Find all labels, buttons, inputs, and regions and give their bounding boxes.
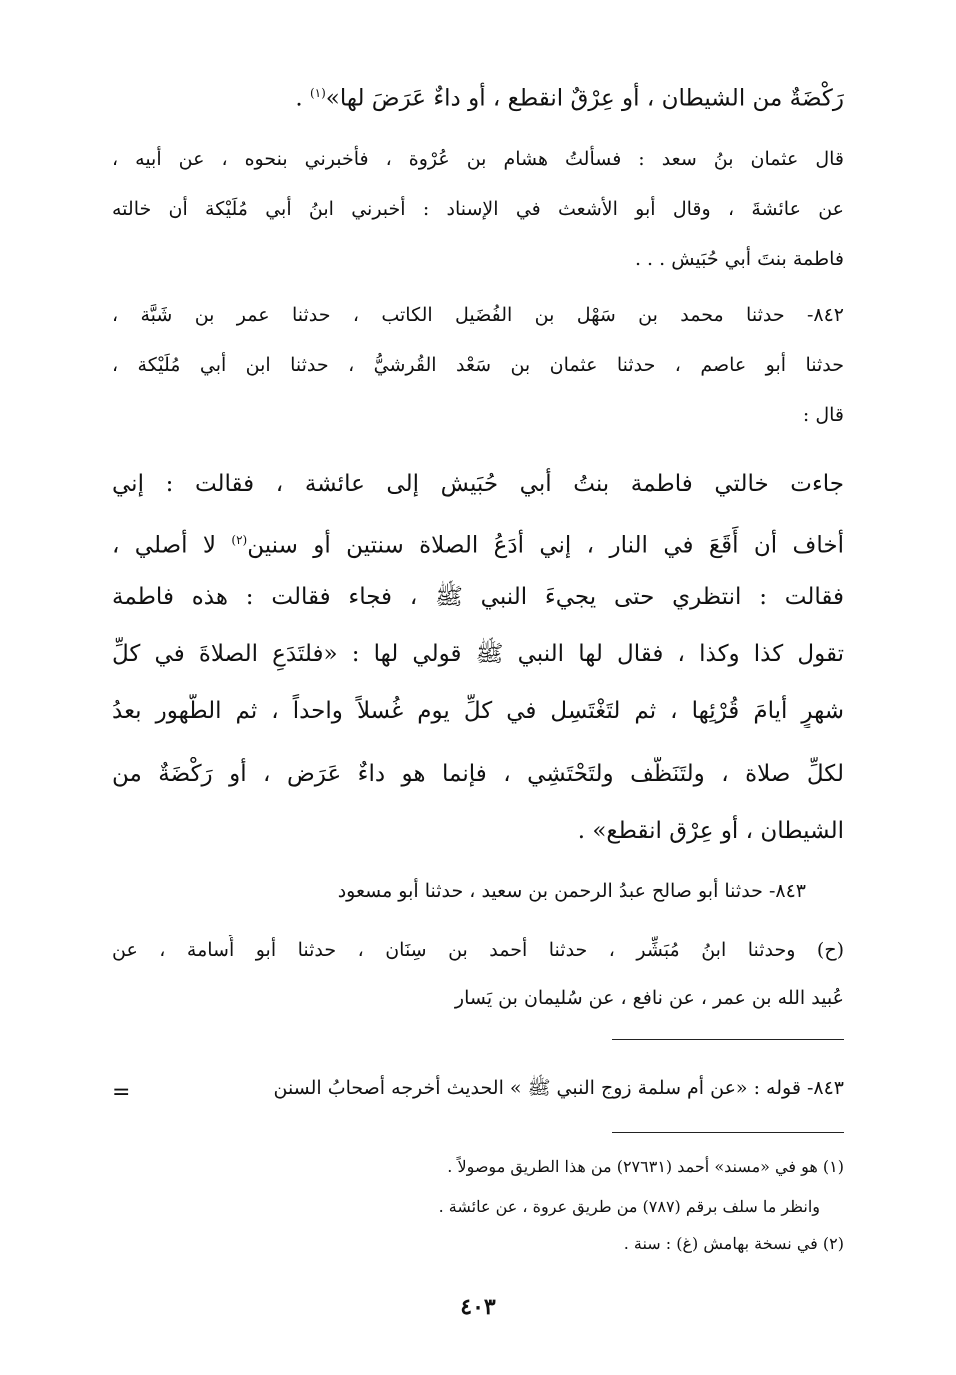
footnote-separator bbox=[612, 1132, 844, 1133]
text-line: قال : bbox=[802, 404, 844, 426]
commentary-line: ٨٤٣- قوله : «عن أم سلمة زوج النبي ﷺ » الحديث أخرجه أصحابُ السنن bbox=[273, 1077, 844, 1099]
text-line: لكلِّ صلاة ، ولتَنَظَّف ولتَحْتَشِي ، فإنما هو داءٌ عَرَض ، أو رَكْضَةٌ من bbox=[112, 761, 844, 787]
text-line: ٨٤٢- حدثنا محمد بن سَهْل بن الفُضَيل الكاتب ، حدثنا عمر بن شَبَّة ، bbox=[112, 304, 844, 326]
text-line: (ح) وحدثنا ابنُ مُبَشِّر ، حدثنا أحمد بن سِنَان ، حدثنا أبو أُسامة ، عن bbox=[112, 939, 844, 961]
text-line bbox=[112, 523, 844, 563]
text-segment: . bbox=[295, 85, 310, 112]
text-line: حدثنا أبو عاصم ، حدثنا عثمان بن سَعْد القُرشيُّ ، حدثنا ابن أبي مُلَيْكة ، bbox=[112, 354, 844, 376]
separator-rule bbox=[612, 1039, 844, 1040]
text-segment: أخاف أن أَقَعَ في النار ، إني أدَعُ الصلاة سنتين أو سنين bbox=[247, 532, 844, 559]
footnote-line: (١) هو في «مسند» أحمد (٢٧٦٣١) من هذا الطريق موصولاً . bbox=[447, 1157, 844, 1176]
text-line: تقول كذا وكذا ، فقال لها النبي ﷺ قولي لها : «فلتَدَعِ الصلاةَ في كلِّ bbox=[112, 641, 844, 667]
text-line: ٨٤٣- حدثنا أبو صالح عبدُ الرحمن بن سعيد ، حدثنا أبو مسعود bbox=[337, 880, 806, 902]
text-segment: رَكْضَةٌ من الشيطان ، أو عِرْقٌ انقطع ، أو داءٌ عَرَضَ لها» bbox=[325, 85, 844, 112]
footnote-line: (٢) في نسخة بهامش (غ) : سنة . bbox=[623, 1234, 844, 1253]
text-line: جاءت خالتي فاطمة بنتُ أبي حُبَيش إلى عائشة ، فقالت : إني bbox=[112, 471, 844, 497]
text-line: عن عائشةَ ، وقال أبو الأشعث في الإسناد : أخبرني ابنُ أبي مُلَيْكة أن خالته bbox=[112, 198, 844, 220]
text-line: عُبيد الله بن عمر ، عن نافع ، عن سُليمان بن يَسار bbox=[454, 987, 844, 1009]
text-line: قال عثمان بنُ سعد : فسألتُ هشام بن عُرْوة ، فأخبرني بنحوه ، عن أبيه ، bbox=[112, 148, 844, 170]
footnote-marker: (١) bbox=[309, 86, 326, 100]
text-line: فقالت : انتظري حتى يجيءَ النبي ﷺ ، فجاء فقالت : هذه فاطمة bbox=[112, 584, 844, 610]
text-segment: لا أصلي ، bbox=[112, 532, 232, 559]
footnote-line: وانظر ما سلف برقم (٧٨٧) من طريق عروة ، عن عائشة . bbox=[438, 1197, 820, 1216]
text-line: فاطمة بنتَ أبي حُبَيش . . . bbox=[634, 248, 844, 270]
continuation-mark: = bbox=[112, 1080, 131, 1105]
footnote-marker: (٢) bbox=[231, 533, 248, 547]
text-line: شهرٍ أيامَ قُرْئِها ، ثم لتَغْتَسِل في كلِّ يوم غُسلاً واحداً ، ثم الطُّهور بعدُ bbox=[112, 698, 844, 724]
page-number: ٤٠٣ bbox=[460, 1294, 496, 1320]
text-line: الشيطان ، أو عِرْق انقطع» . bbox=[577, 818, 844, 844]
text-line bbox=[112, 76, 844, 116]
